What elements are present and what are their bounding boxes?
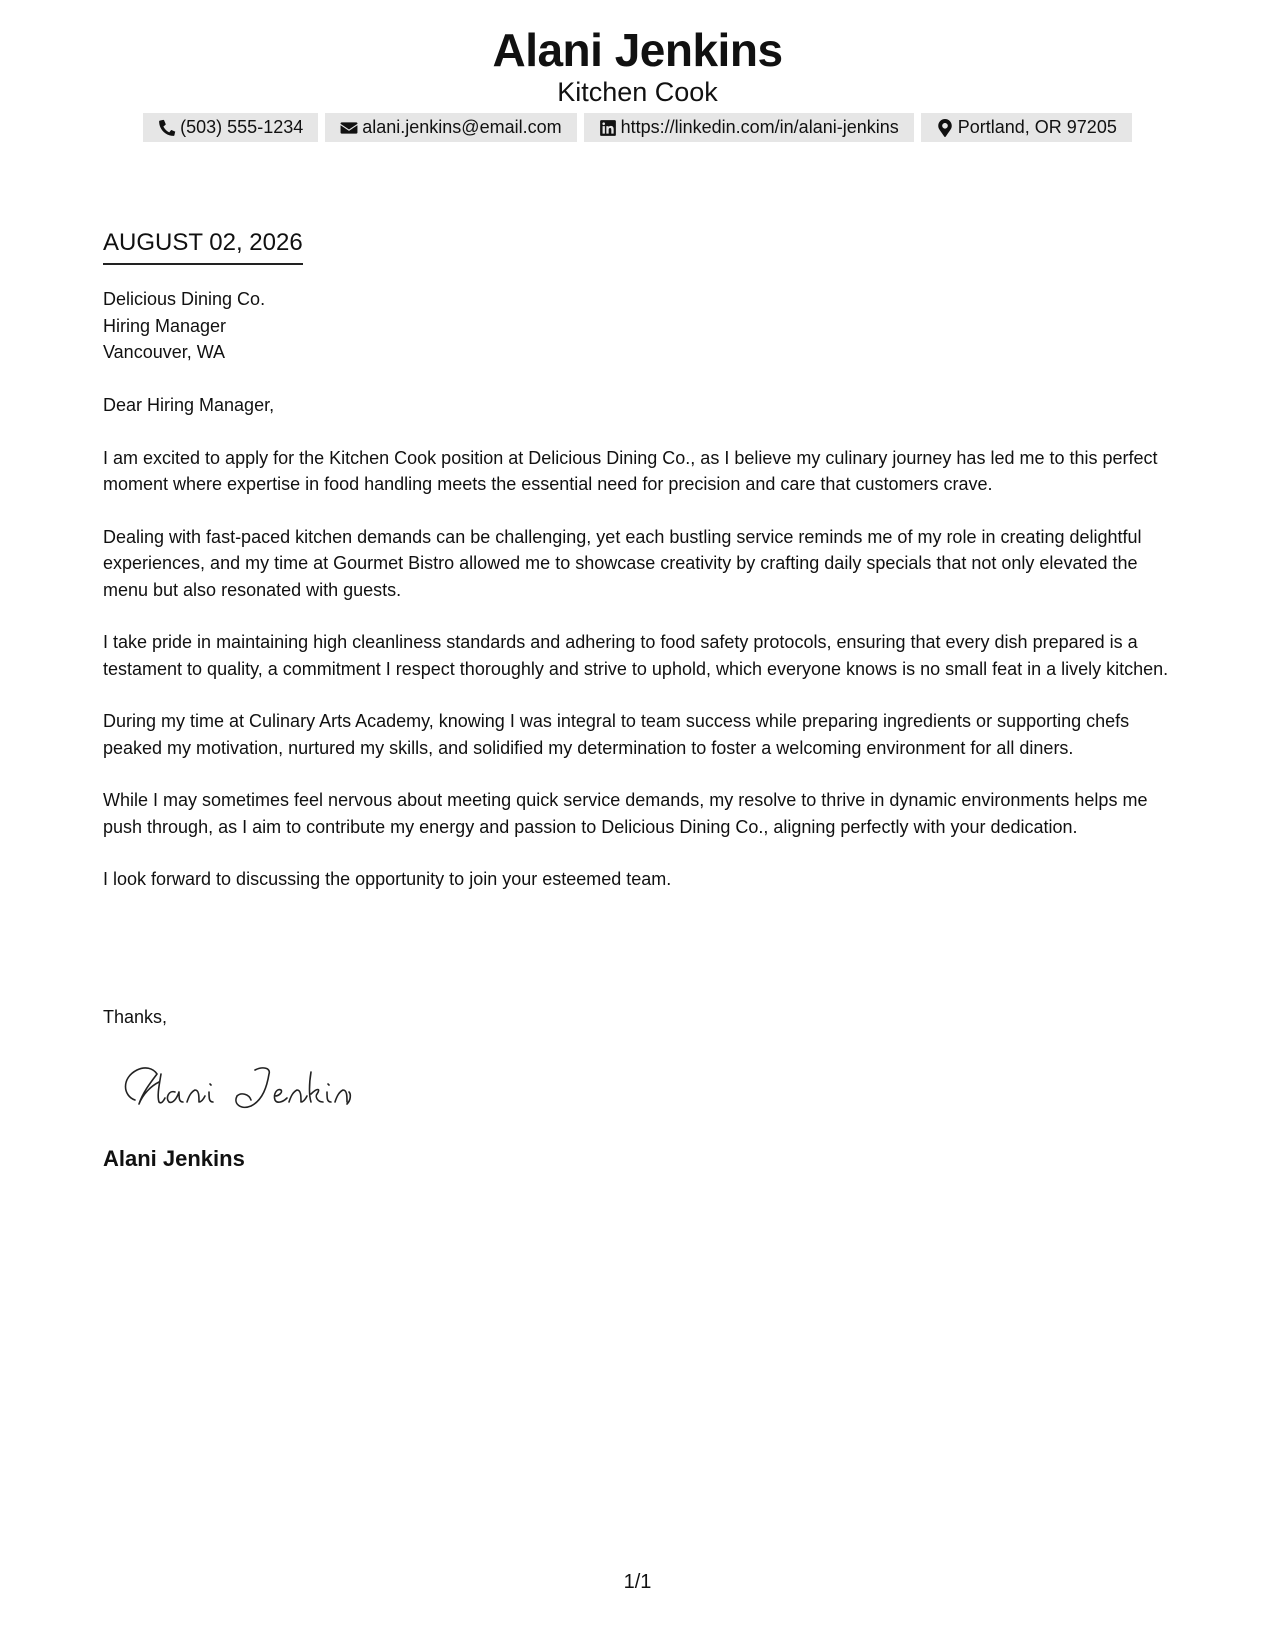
body-paragraph: Dealing with fast-paced kitchen demands can be challenging, yet each bustling service reminds me of my role in creating delightful experiences, and my time at Gourmet Bistro allowed me to showcase creativity by crafting daily specials that not only elevated the menu but also resonated with guests.	[103, 526, 1142, 600]
recipient-role: Hiring Manager	[103, 315, 227, 336]
linkedin-icon	[599, 119, 617, 137]
map-pin-icon	[936, 119, 954, 137]
body-paragraph: While I may sometimes feel nervous about meeting quick service demands, my resolve to thrive in dynamic environments helps me push through, as I aim to contribute my energy and passion to Delicious Dining Co., aligning perfectly with your dedication.	[103, 790, 1148, 837]
handwritten-signature	[113, 1056, 353, 1116]
body-paragraph: I look forward to discussing the opportunity to join your esteemed team.	[103, 869, 672, 889]
letter-date: AUGUST 02, 2026	[103, 228, 303, 265]
contact-linkedin-text: https://linkedin.com/in/alani-jenkins	[620, 117, 899, 137]
salutation: Dear Hiring Manager,	[103, 395, 275, 415]
body-paragraph: During my time at Culinary Arts Academy, knowing I was integral to team success while preparing ingredients or supporting chefs peaked my motivation, nurtured my skills, and solidified my determination to foster a welcoming environment for all diners.	[103, 711, 1130, 758]
page-number: 1/1	[623, 1571, 652, 1593]
applicant-title: Kitchen Cook	[557, 77, 718, 107]
contact-location[interactable]	[921, 113, 1132, 142]
contact-email-text: alani.jenkins@email.com	[362, 117, 562, 137]
body-paragraph: I take pride in maintaining high cleanliness standards and adhering to food safety protocols, ensuring that every dish prepared is a testament to quality, a commitment I respect thoroughly and strive to uphold, which everyone knows is no small feat in a lively kitchen.	[103, 632, 1169, 679]
contact-bar	[0, 113, 1275, 142]
contact-location-text: Portland, OR 97205	[957, 117, 1117, 137]
contact-linkedin[interactable]	[584, 113, 914, 142]
envelope-icon	[340, 119, 358, 137]
signed-name: Alani Jenkins	[103, 1146, 245, 1171]
contact-phone[interactable]	[143, 113, 318, 142]
closing: Thanks,	[103, 1007, 168, 1027]
recipient-block	[103, 286, 265, 366]
contact-phone-text: (503) 555-1234	[180, 117, 304, 137]
recipient-company: Delicious Dining Co.	[103, 289, 266, 309]
contact-email[interactable]	[325, 113, 576, 142]
letter-header	[0, 24, 1275, 108]
recipient-location: Vancouver, WA	[103, 342, 226, 362]
letter-body	[103, 392, 1178, 919]
body-paragraph: I am excited to apply for the Kitchen Cook position at Delicious Dining Co., as I believe my culinary journey has led me to this perfect moment where expertise in food handling meets the essential need for precision and care that customers crave.	[103, 447, 1158, 494]
phone-icon	[158, 119, 176, 137]
applicant-name: Alani Jenkins	[492, 24, 783, 76]
